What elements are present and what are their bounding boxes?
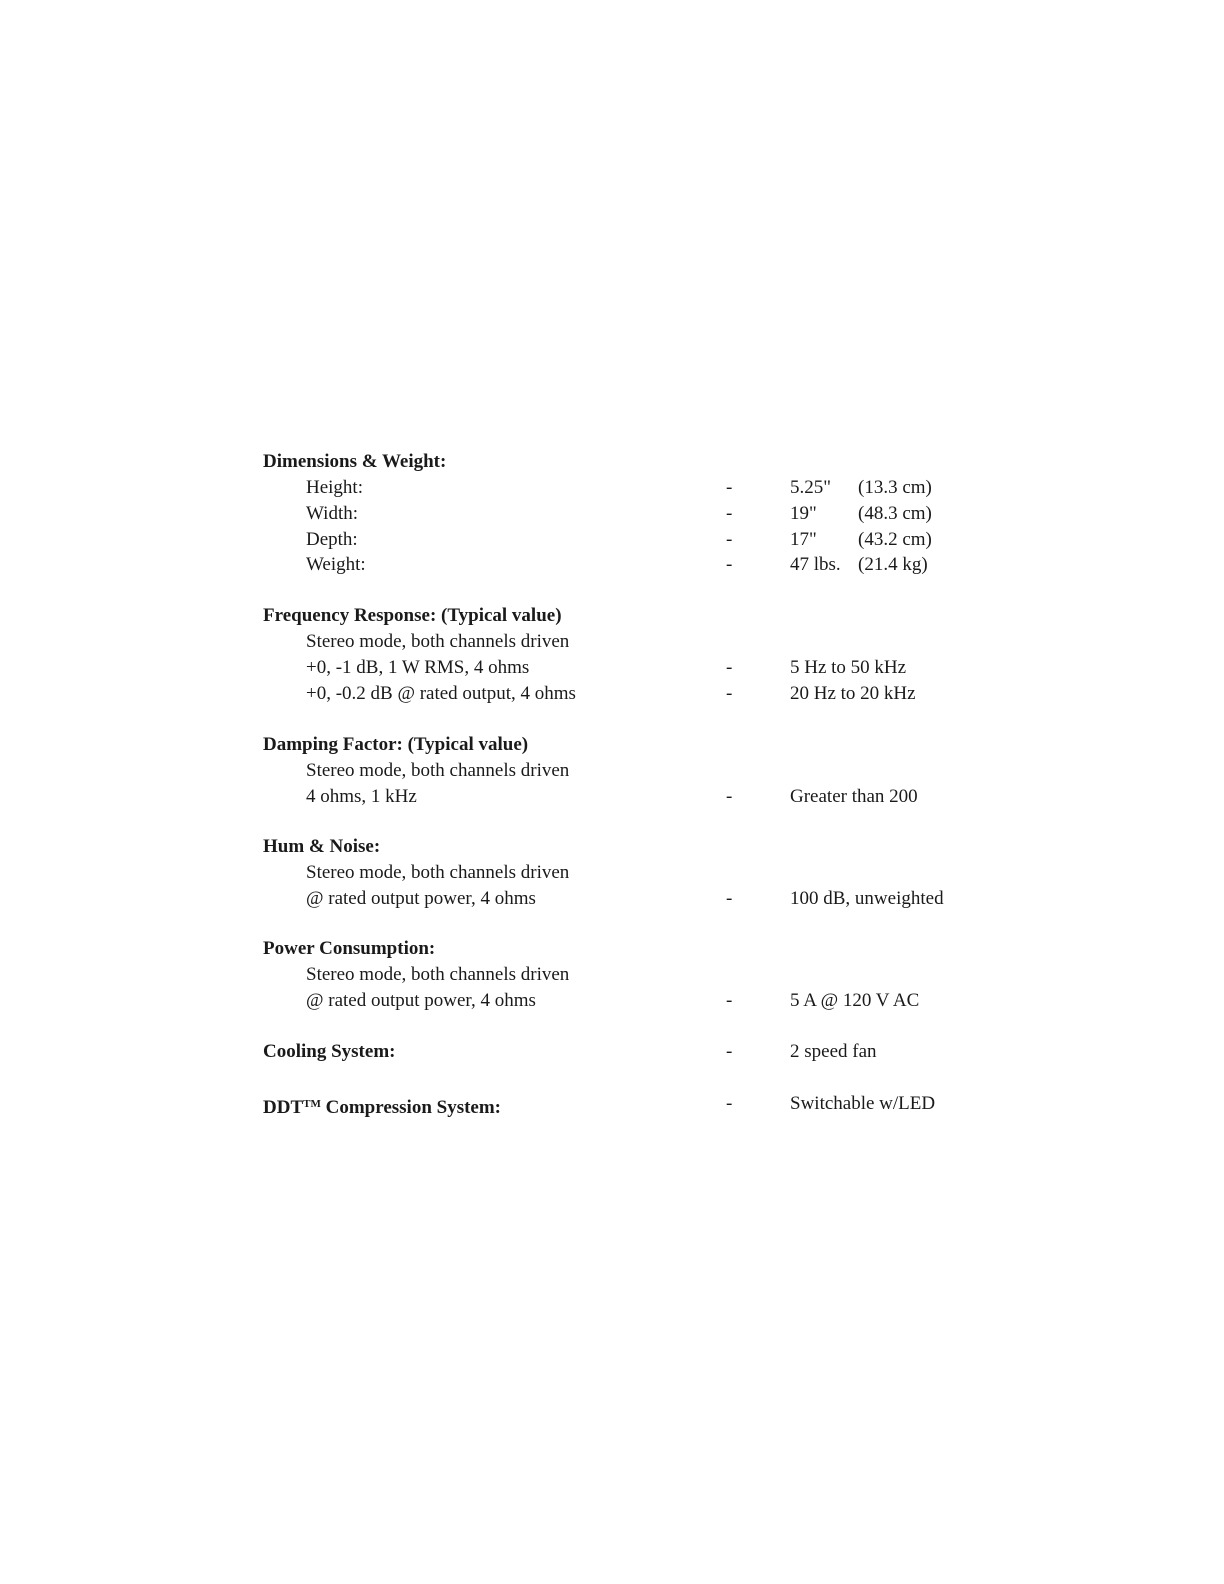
height-metric: (13.3 cm)	[858, 477, 932, 498]
ddt-heading-post: Compression System:	[320, 1097, 502, 1118]
height-label: Height:	[306, 477, 363, 498]
cooling-dash: -	[726, 1041, 733, 1062]
width-metric: (48.3 cm)	[858, 503, 932, 524]
ddt-heading	[263, 1092, 501, 1120]
ddt-dash: -	[726, 1093, 733, 1114]
frequency-row-1-label: +0, -1 dB, 1 W RMS, 4 ohms	[306, 657, 530, 678]
power-condition: Stereo mode, both channels driven	[306, 964, 570, 985]
hum-heading: Hum & Noise:	[263, 836, 381, 857]
hum-row-dash: -	[726, 888, 733, 909]
frequency-row-1-dash: -	[726, 657, 733, 678]
power-row-label: @ rated output power, 4 ohms	[306, 990, 536, 1011]
cooling-heading: Cooling System:	[263, 1041, 396, 1062]
height-value: 5.25"	[790, 477, 832, 498]
cooling-value: 2 speed fan	[790, 1041, 877, 1062]
power-row-dash: -	[726, 990, 733, 1011]
weight-value: 47 lbs.	[790, 554, 841, 575]
frequency-row-2-label: +0, -0.2 dB @ rated output, 4 ohms	[306, 683, 576, 704]
damping-heading: Damping Factor: (Typical value)	[263, 734, 529, 755]
trademark-mark: TM	[303, 1098, 321, 1110]
ddt-value: Switchable w/LED	[790, 1093, 936, 1114]
hum-condition: Stereo mode, both channels driven	[306, 862, 570, 883]
depth-metric: (43.2 cm)	[858, 529, 932, 550]
width-dash: -	[726, 503, 733, 524]
weight-dash: -	[726, 554, 733, 575]
hum-row-label: @ rated output power, 4 ohms	[306, 888, 536, 909]
width-value: 19"	[790, 503, 817, 524]
width-label: Width:	[306, 503, 359, 524]
weight-label: Weight:	[306, 554, 366, 575]
damping-row-label: 4 ohms, 1 kHz	[306, 786, 417, 807]
frequency-heading: Frequency Response: (Typical value)	[263, 605, 562, 626]
ddt-heading-pre: DDT	[263, 1097, 304, 1118]
frequency-condition: Stereo mode, both channels driven	[306, 631, 570, 652]
depth-value: 17"	[790, 529, 817, 550]
depth-label: Depth:	[306, 529, 358, 550]
damping-condition: Stereo mode, both channels driven	[306, 760, 570, 781]
frequency-row-2-value: 20 Hz to 20 kHz	[790, 683, 916, 704]
damping-row-value: Greater than 200	[790, 786, 918, 807]
hum-row-value: 100 dB, unweighted	[790, 888, 944, 909]
power-row-value: 5 A @ 120 V AC	[790, 990, 920, 1011]
height-dash: -	[726, 477, 733, 498]
weight-metric: (21.4 kg)	[858, 554, 928, 575]
frequency-row-2-dash: -	[726, 683, 733, 704]
dimensions-heading: Dimensions & Weight:	[263, 451, 447, 472]
damping-row-dash: -	[726, 786, 733, 807]
depth-dash: -	[726, 529, 733, 550]
power-heading: Power Consumption:	[263, 938, 436, 959]
frequency-row-1-value: 5 Hz to 50 kHz	[790, 657, 907, 678]
